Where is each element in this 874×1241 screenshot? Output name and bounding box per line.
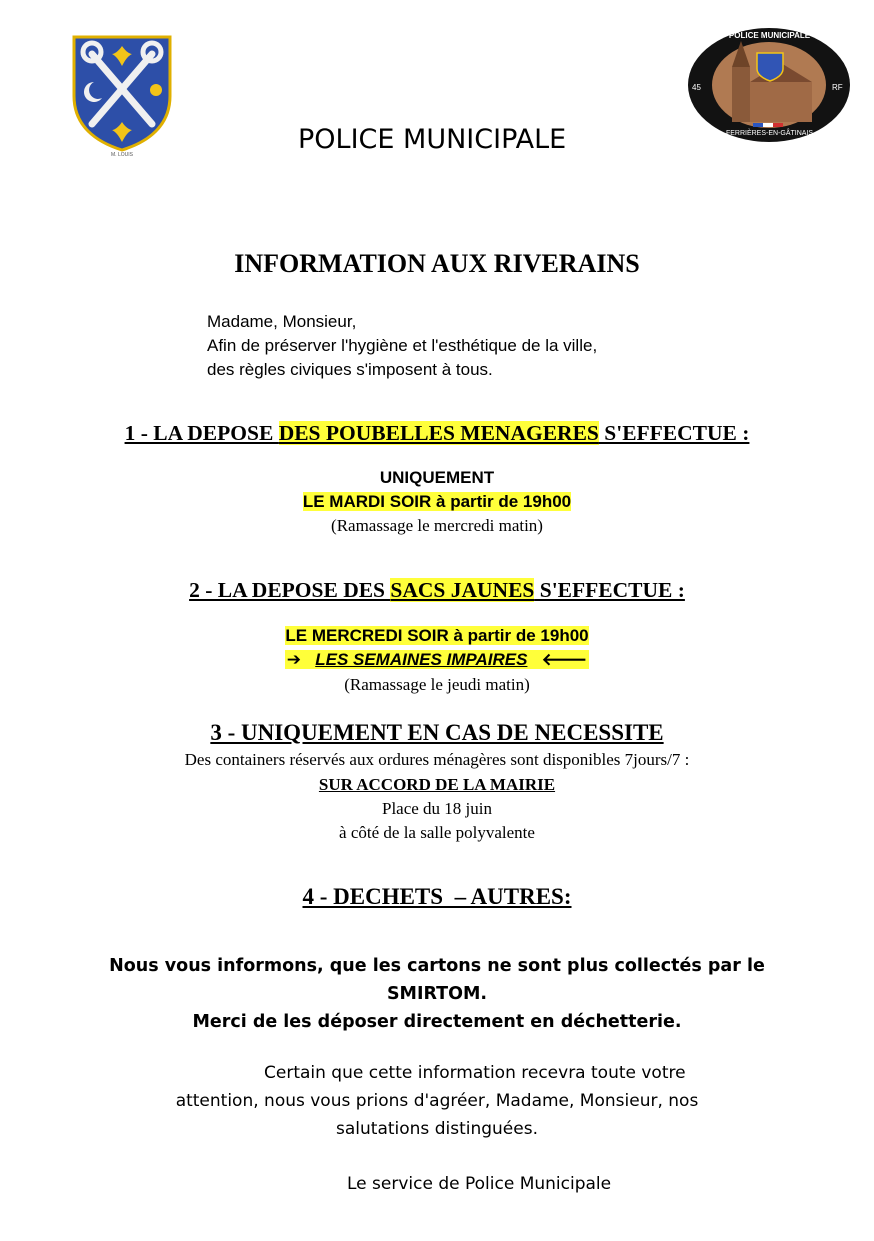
section1-title-highlight: DES POUBELLES MENAGERES	[278, 421, 599, 445]
section1-line-2-wrap	[0, 492, 874, 512]
section2-line-1: LE MERCREDI SOIR à partir de 19h00	[285, 626, 589, 645]
section1-title-pre: 1 - LA DEPOSE	[124, 421, 279, 445]
section2-title-post: S'EFFECTUE :	[534, 578, 685, 602]
main-heading: INFORMATION AUX RIVERAINS	[234, 249, 640, 278]
intro-line-2: Afin de préserver l'hygiène et l'esthétique de la ville,	[207, 336, 598, 355]
section3-line-2: SUR ACCORD DE LA MAIRIE	[318, 775, 556, 794]
badge-top-text: POLICE MUNICIPALE	[728, 31, 811, 40]
police-badge	[687, 27, 852, 143]
badge-bottom-text: FERRIÈRES-EN-GÂTINAIS	[725, 130, 814, 137]
section4-notice-1: Nous vous informons, que les cartons ne sont plus collectés par le	[109, 956, 765, 976]
section2-title-pre: 2 - LA DEPOSE DES	[189, 578, 391, 602]
section4-title: 4 - DECHETS – AUTRES:	[302, 884, 572, 909]
section1-line-3: (Ramassage le mercredi matin)	[331, 516, 543, 535]
section1-line-2: LE MARDI SOIR à partir de 19h00	[302, 492, 572, 511]
section2-line-3: (Ramassage le jeudi matin)	[344, 675, 530, 694]
arrow-left-icon: 🡐	[541, 650, 588, 670]
police-badge-icon	[687, 27, 852, 143]
section1-line-1: UNIQUEMENT	[379, 468, 495, 487]
badge-right-text: RF	[832, 83, 843, 92]
section3-line-3: Place du 18 juin	[381, 799, 492, 818]
section3-title: 3 - UNIQUEMENT EN CAS DE NECESSITE	[210, 720, 664, 745]
crest-caption: M. LOUIS	[111, 152, 133, 158]
section2-line-2-highlight	[285, 650, 589, 669]
section2-line-1-wrap	[0, 626, 874, 646]
intro-line-1: Madame, Monsieur,	[207, 312, 357, 331]
section3-line-1: Des containers réservés aux ordures ménagères sont disponibles 7jours/7 :	[184, 750, 690, 769]
intro-line-3: des règles civiques s'imposent à tous.	[207, 360, 493, 379]
badge-left-text: 45	[692, 83, 701, 92]
town-crest	[70, 34, 174, 160]
signature: Le service de Police Municipale	[347, 1174, 612, 1194]
section4-notice-3: Merci de les déposer directement en déchetterie.	[192, 1012, 682, 1032]
section2-title-highlight: SACS JAUNES	[390, 578, 535, 602]
section1-title	[0, 421, 874, 446]
closing-line-3: salutations distinguées.	[336, 1119, 538, 1139]
section3-line-4: à côté de la salle polyvalente	[339, 823, 535, 842]
section1-title-post: S'EFFECTUE :	[598, 421, 750, 445]
section4-notice-2: SMIRTOM.	[386, 984, 488, 1004]
closing-line-1: Certain que cette information recevra toute votre	[264, 1063, 686, 1083]
section2-line-2-wrap	[0, 650, 874, 670]
section2-line-2: LES SEMAINES IMPAIRES	[315, 650, 528, 669]
arrow-right-icon: ➔	[286, 650, 302, 670]
page-title: POLICE MUNICIPALE	[298, 124, 567, 155]
section2-title	[0, 578, 874, 603]
crest-icon	[70, 34, 174, 160]
closing-line-2: attention, nous vous prions d'agréer, Madame, Monsieur, nos	[175, 1091, 699, 1111]
